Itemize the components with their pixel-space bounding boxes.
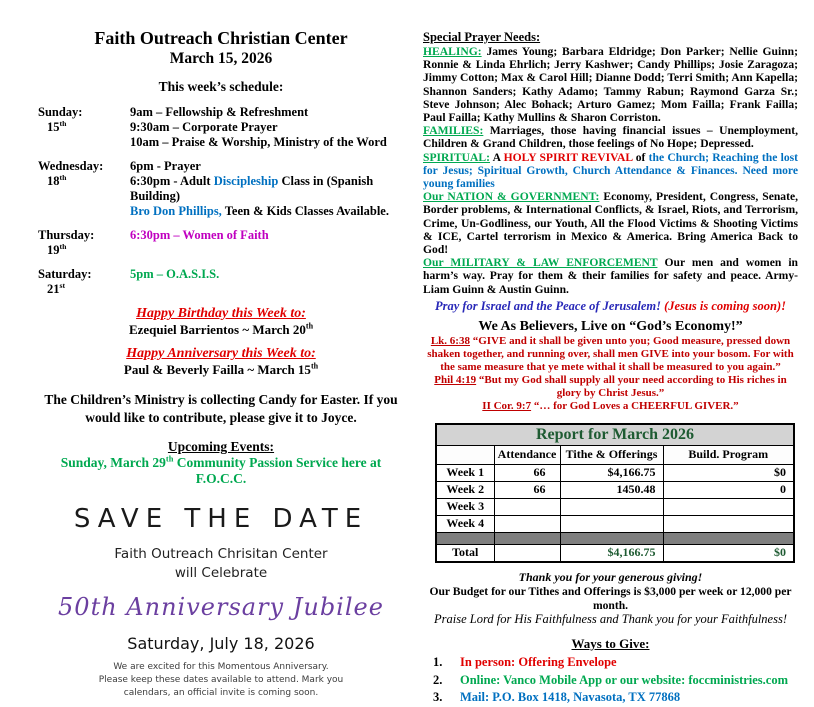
weekly-schedule — [38, 105, 404, 297]
table-cell — [494, 515, 560, 532]
nation-label: Our NATION & GOVERNMENT: — [423, 190, 600, 204]
save-the-date-celebrate: will Celebrate — [174, 564, 268, 581]
military-text: Our men and women in harm’s way. Pray for them & their families for safety and peace. Army- Liam Guinn & Austin Guinn. — [423, 256, 798, 296]
nation-text: Economy, President, Congress, Senate, Border problems, & International Conflicts, & Israel, Riots, and Terrorism, Crime, Un-Godliness, our Youth, All the Flood Victims & Shooting Victims & ICE, Cartel terrorism in Mexico & America. Bring America Back to God! — [423, 190, 798, 257]
schedule-day — [38, 105, 130, 150]
scripture-philippians — [423, 374, 798, 400]
table-cell: Week 4 — [436, 515, 494, 532]
upcoming-events-heading: Upcoming Events: — [167, 439, 275, 455]
table-cell — [494, 498, 560, 515]
military-paragraph — [423, 256, 798, 296]
schedule-line: 6:30pm - Adult Discipleship Class in (Spanish Building) — [130, 174, 374, 204]
spacer-cell — [494, 532, 560, 544]
list-item — [433, 654, 798, 672]
schedule-heading: This week’s schedule: — [158, 79, 284, 95]
schedule-line: 9am – Fellowship & Refreshment — [130, 105, 309, 120]
candy-notice-line: would like to contribute, please give it to Joyce. — [85, 409, 357, 425]
table-row-total — [436, 544, 794, 562]
schedule-details — [130, 159, 404, 219]
save-the-date-church: Faith Outreach Chrisitan Center — [114, 545, 328, 562]
candy-notice-line: The Children’s Ministry is collecting Candy for Easter. If you — [44, 392, 398, 408]
table-row-week2 — [436, 481, 794, 498]
birthday-name: Ezequiel Barrientos ~ March 20th — [128, 321, 314, 338]
table-cell — [663, 515, 794, 532]
scripture-luke — [423, 335, 798, 374]
save-the-date-block — [38, 504, 404, 700]
day-label: Saturday: — [38, 267, 92, 282]
spacer-cell — [663, 532, 794, 544]
table-cell: 1450.48 — [560, 481, 663, 498]
way-online: Online: Vanco Mobile App or our website: foccministries.com — [460, 672, 788, 687]
fine-print-line: Please keep these dates available to attend. Mark you — [98, 675, 344, 686]
bulletin-date: March 15, 2026 — [169, 49, 273, 67]
spiritual-label: SPIRITUAL: — [423, 150, 490, 164]
fine-print-line: We are excited for this Momentous Anniversary. — [113, 662, 329, 673]
column-header: Attendance — [494, 445, 560, 464]
day-number: 21st — [47, 281, 66, 297]
schedule-day — [38, 267, 130, 297]
table-cell — [560, 498, 663, 515]
day-label: Thursday: — [38, 228, 95, 243]
faithfulness-line: Praise Lord for His Faithfulness and Thank you for your Faithfulness! — [433, 612, 787, 627]
save-the-date-fine-print — [38, 661, 404, 699]
schedule-line: 10am – Praise & Worship, Ministry of the Word — [130, 135, 387, 150]
schedule-day — [38, 159, 130, 219]
day-label: Sunday: — [38, 105, 83, 120]
spiritual-text: the Church; Reaching the lost for Jesus; Spiritual Growth, Church Attendance & Finances. Need more young families — [423, 150, 798, 191]
table-row-week1 — [436, 464, 794, 481]
report-title-row — [436, 424, 794, 446]
list-number: 3. — [433, 690, 443, 705]
day-number: 18th — [47, 173, 67, 189]
table-cell: 66 — [494, 464, 560, 481]
schedule-line: 6:30pm – Women of Faith — [130, 228, 269, 243]
scripture-ref: Lk. 6:38 — [430, 334, 470, 347]
schedule-details — [130, 105, 404, 150]
jubilee-date: Saturday, July 18, 2026 — [127, 634, 315, 654]
table-cell: Week 1 — [436, 464, 494, 481]
way-mail: Mail: P.O. Box 1418, Navasota, TX 77868 — [460, 690, 681, 705]
monthly-report-table — [435, 423, 795, 563]
table-cell: 0 — [663, 481, 794, 498]
way-in-person: In person: Offering Envelope — [460, 655, 617, 670]
day-number: 15th — [47, 119, 67, 135]
report-header-row — [436, 445, 794, 464]
table-cell: Week 3 — [436, 498, 494, 515]
table-cell — [494, 544, 560, 562]
healing-label: HEALING: — [423, 45, 482, 58]
table-cell: $4,166.75 — [560, 464, 663, 481]
schedule-row-wednesday — [38, 159, 404, 219]
birthday-heading: Happy Birthday this Week to: — [136, 306, 306, 322]
families-label: FAMILIES: — [423, 124, 484, 138]
report-title: Report for March 2026 — [436, 424, 794, 446]
schedule-details — [130, 267, 404, 297]
table-spacer-row — [436, 532, 794, 544]
scripture-corinthians — [423, 400, 798, 413]
table-row-week4 — [436, 515, 794, 532]
column-header: Build. Program — [663, 445, 794, 464]
families-paragraph — [423, 124, 798, 150]
left-column — [38, 28, 404, 699]
schedule-row-thursday — [38, 228, 404, 258]
church-title: Faith Outreach Christian Center — [94, 28, 348, 48]
table-cell: Total — [436, 544, 494, 562]
table-row-week3 — [436, 498, 794, 515]
schedule-line: 9:30am – Corporate Prayer — [130, 120, 278, 135]
upcoming-event: Sunday, March 29th Community Passion Service here at F.O.C.C. — [60, 454, 382, 487]
list-number: 1. — [433, 655, 443, 670]
candy-notice — [38, 391, 404, 426]
day-label: Wednesday: — [38, 159, 104, 174]
table-cell: Week 2 — [436, 481, 494, 498]
table-cell — [560, 515, 663, 532]
column-header — [436, 445, 494, 464]
list-number: 2. — [433, 672, 443, 687]
schedule-row-sunday — [38, 105, 404, 150]
scripture-text: “… for God Loves a CHEERFUL GIVER.” — [531, 399, 739, 412]
schedule-details — [130, 228, 404, 258]
prayer-needs-heading: Special Prayer Needs: — [423, 30, 541, 44]
military-label: Our MILITARY & LAW ENFORCEMENT — [423, 256, 658, 270]
list-item — [433, 672, 798, 690]
israel-prayer-line — [423, 299, 798, 314]
schedule-line: 5pm – O.A.S.I.S. — [130, 267, 220, 282]
anniversary-heading: Happy Anniversary this Week to: — [126, 346, 316, 362]
gods-economy-heading: We As Believers, Live on “God’s Economy!” — [478, 318, 743, 334]
right-column — [423, 30, 798, 707]
day-number: 19th — [47, 242, 67, 258]
ways-to-give-list — [423, 654, 798, 707]
anniversary-name: Paul & Beverly Failla ~ March 15th — [123, 361, 319, 378]
fine-print-line: calendars, an official invite is coming soon. — [123, 687, 319, 698]
table-cell — [663, 498, 794, 515]
families-text: Marriages, those having financial issues – Unemployment, Children & Grand Children, those feelings of No Hope; Depressed. — [423, 124, 798, 151]
healing-text: James Young; Barbara Eldridge; Don Parker; Nellie Guinn; Ronnie & Linda Ehrlich; Jerry Kashwer; Candy Phillips; Josie Zaragoza; Jimmy Cotton; Max & Carol Hill; Dianne Dodd; Terri Smith; Ann Kapella; Shannon Sanders; Kathy Adamo; Tammy Rabun; Raymond Garza Sr.; Steve Johnson; Alec Bohack; Arturo Gamez; Mom Failla; Frank Failla; Paul Failla; Kathy Mullins & Sharon Corriston. — [423, 45, 798, 125]
schedule-row-saturday — [38, 267, 404, 297]
table-cell: $0 — [663, 464, 794, 481]
generous-giving-line: Thank you for your generous giving! — [518, 569, 703, 584]
healing-paragraph — [423, 45, 798, 124]
save-the-date-title: SAVE THE DATE — [73, 503, 369, 534]
table-cell: 66 — [494, 481, 560, 498]
jesus-coming-text: (Jesus is coming soon)! — [664, 298, 787, 313]
israel-blue-text: Pray for Israel and the Peace of Jerusalem! — [434, 298, 665, 313]
budget-line: Our Budget for our Tithes and Offerings is $3,000 per week or 12,000 per month. — [429, 584, 792, 612]
jubilee-title: 50th Anniversary Jubilee — [58, 593, 384, 622]
spiritual-revival-text: HOLY SPIRIT REVIVAL — [503, 150, 633, 164]
list-item — [433, 689, 798, 707]
schedule-day — [38, 228, 130, 258]
nation-paragraph — [423, 190, 798, 256]
spiritual-text: of — [632, 150, 649, 164]
spacer-cell — [560, 532, 663, 544]
spiritual-text: A — [490, 150, 504, 164]
schedule-line: 6pm - Prayer — [130, 159, 201, 174]
scripture-text: “But my God shall supply all your need according to His riches in glory by Christ Jesus.” — [476, 373, 787, 399]
save-the-date-subline — [38, 545, 404, 583]
spiritual-paragraph — [423, 151, 798, 191]
ways-to-give-heading: Ways to Give: — [571, 636, 650, 652]
scripture-ref: II Cor. 9:7 — [482, 399, 532, 412]
scripture-text: “GIVE and it shall be given unto you; Good measure, pressed down shaken together, and running over, shall men GIVE into your bosom. For with the same measure that ye mete withal it shall be measured to you again.” — [427, 334, 794, 373]
spacer-cell — [436, 532, 494, 544]
schedule-line: Bro Don Phillips, Teen & Kids Classes Available. — [130, 204, 389, 219]
column-header: Tithe & Offerings — [560, 445, 663, 464]
table-cell: $4,166.75 — [560, 544, 663, 562]
table-cell: $0 — [663, 544, 794, 562]
scripture-ref: Phil 4:19 — [434, 373, 477, 386]
